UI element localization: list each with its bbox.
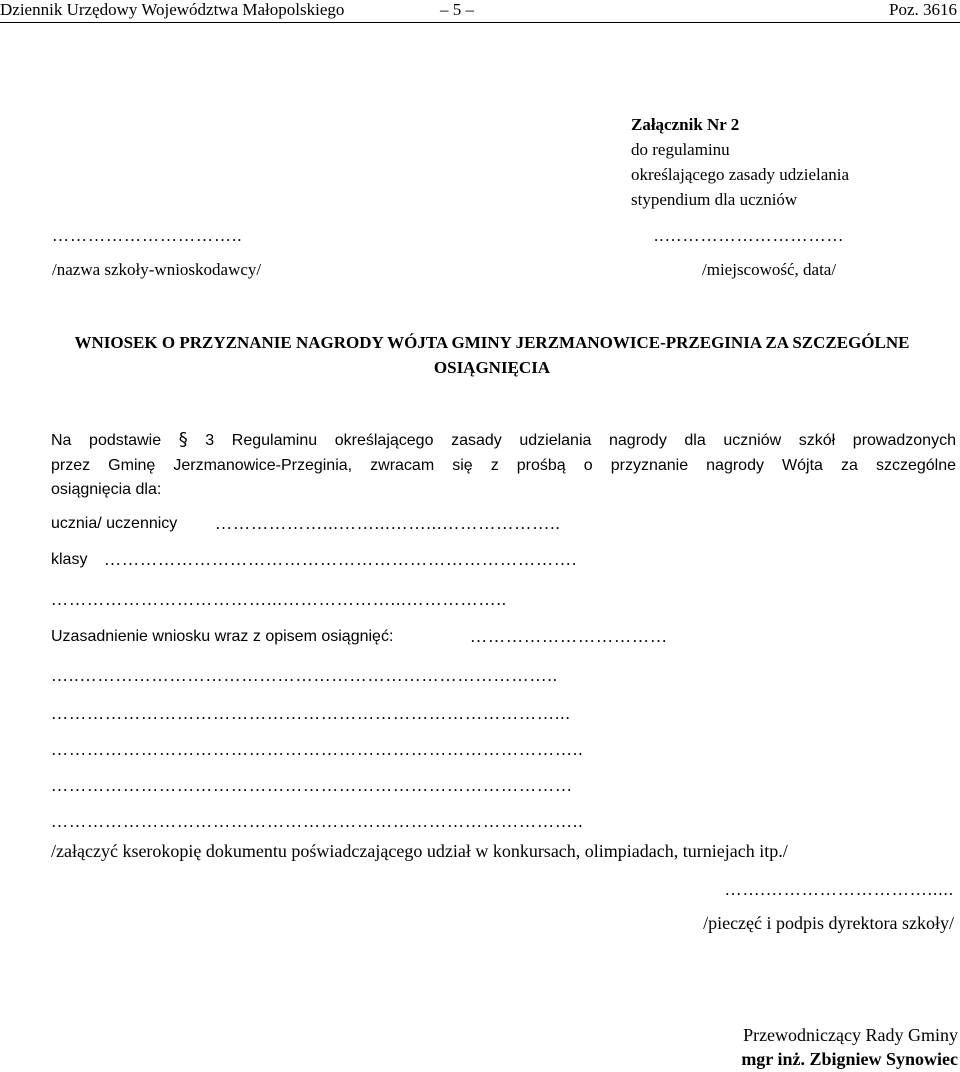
annex-line: do regulaminu [631,140,730,159]
justification-line[interactable]: …..…………………………………………………………………….. [51,666,558,685]
council-chair-name: mgr inż. Zbigniew Synowiec [741,1049,958,1069]
attachment-note: /załączyć kserokopię dokumentu poświadczającego udział w konkursach, olimpiadach, turniejach itp./ [51,841,788,861]
document-title: WNIOSEK O PRZYZNANIE NAGRODY WÓJTA GMINY JERZMANOWICE-PRZEGINIA ZA SZCZEGÓLNE OSIĄGNIĘCIA [74,333,910,377]
class-field[interactable]: ……………………………………………………………………. [104,550,578,569]
paragraph-line-1 [51,428,956,454]
annex-line: określającego zasady udzielania [631,165,850,184]
school-name-caption: /nazwa szkoły-wnioskodawcy/ [52,260,262,279]
request-paragraph [51,428,956,503]
journal-title: Dziennik Urzędowy Województwa Małopolskiego [0,0,345,19]
page-number: – 5 – [440,0,474,19]
section-sign: § [178,429,188,450]
student-label: ucznia/ uczennicy [51,515,178,532]
class-label: klasy [51,551,88,568]
justification-line[interactable]: …………………………………………………………………………... [51,704,571,723]
council-chair-role: Przewodniczący Rady Gminy [743,1025,958,1045]
signature-field[interactable]: …….………………………..... [724,880,954,899]
place-date-field[interactable]: ..………………………… [654,226,845,245]
student-name-field[interactable]: ………………...……...……...……………….. [215,514,561,533]
signature-caption: /pieczęć i podpis dyrektora szkoły/ [703,913,954,933]
justification-line[interactable]: …………………………………………………………………………….. [51,740,584,759]
school-name-field[interactable]: ………………………….. [52,226,243,245]
justification-label: Uzasadnienie wniosku wraz z opisem osiągnięć: [51,628,394,645]
paragraph-text: Na podstawie [51,432,162,449]
header-divider [0,22,960,23]
paragraph-line-3: osiągnięcia dla: [51,481,162,498]
justification-field[interactable]: …………………………… [470,627,668,646]
annex-line: stypendium dla uczniów [631,190,798,209]
paragraph-line-2: przez Gminę Jerzmanowice-Przeginia, zwracam się z prośbą o przyznanie nagrody Wójta za szczególne [51,456,956,474]
class-field-continued[interactable]: ………………………………...………………...…………….. [51,590,507,609]
place-date-caption: /miejscowość, data/ [702,260,837,279]
annex-title: Załącznik Nr 2 [631,115,740,134]
justification-line[interactable]: …………………………………………………………………………….. [51,812,584,831]
paragraph-text: 3 Regulaminu określającego zasady udzielania nagrody dla uczniów szkół prowadzonych [205,432,956,449]
justification-line[interactable]: …………………………………………………………………………… [51,776,573,795]
position-number: Poz. 3616 [889,0,957,19]
annex-block [631,112,951,212]
